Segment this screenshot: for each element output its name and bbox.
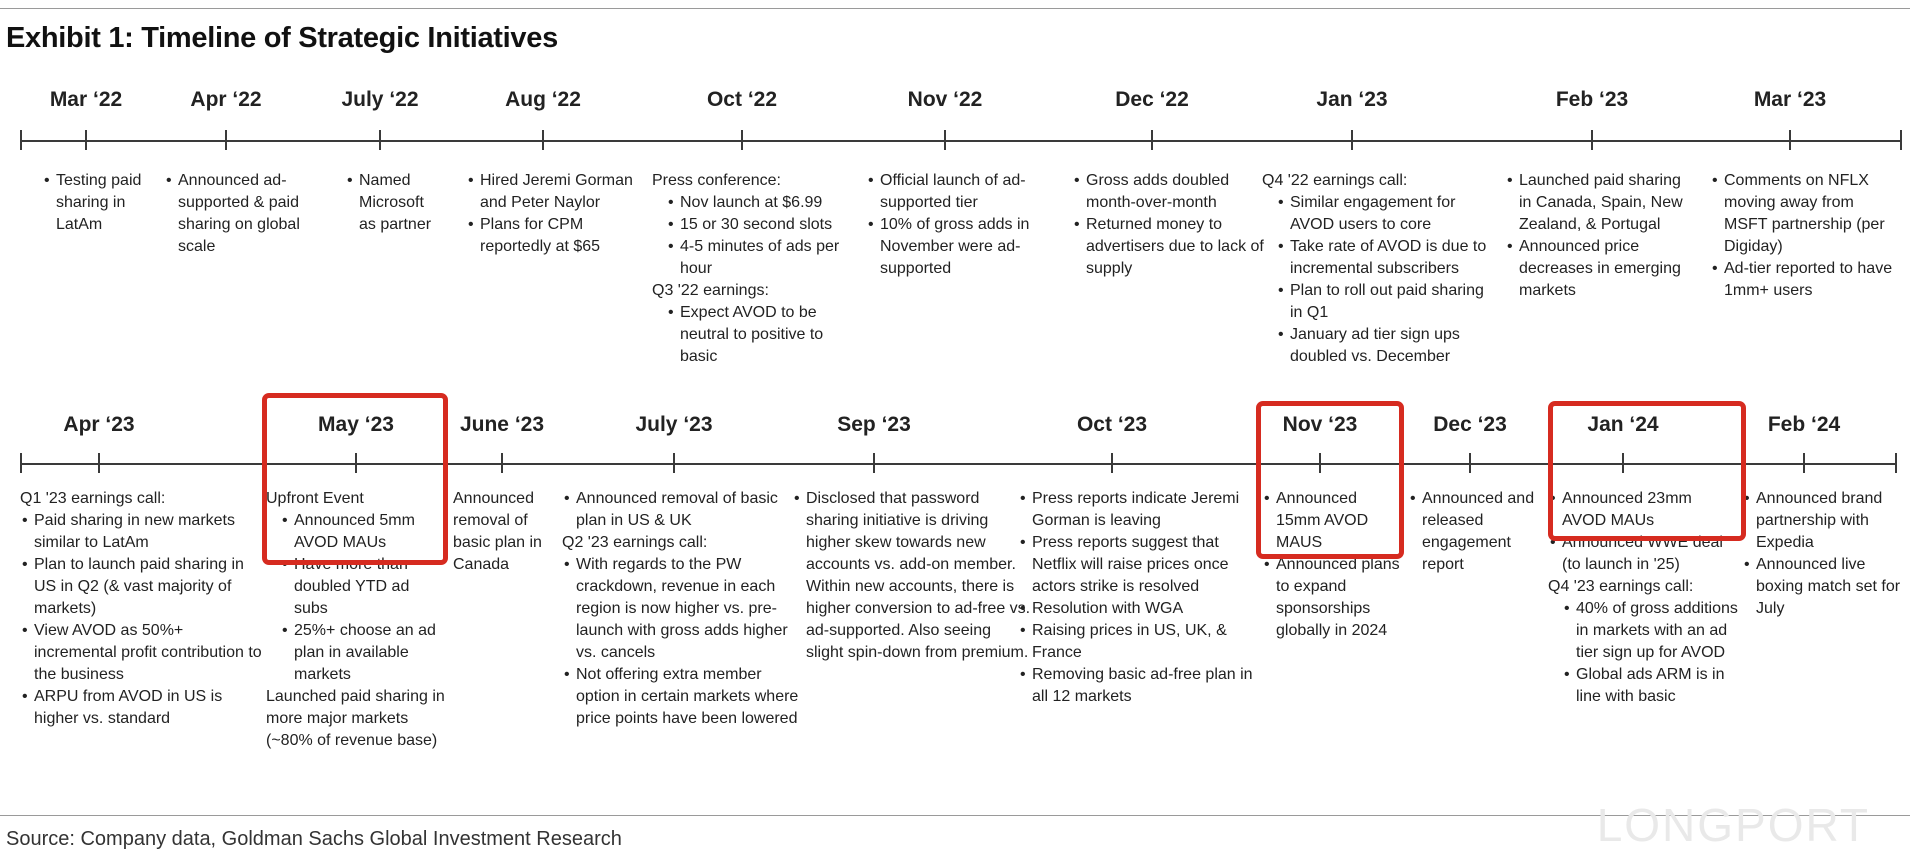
row2-tick [1111, 453, 1113, 473]
event-bullet: • Testing paid sharing in LatAm [42, 170, 162, 236]
event-heading: Launched paid sharing in more major markets (~80% of revenue base) [266, 688, 445, 749]
event-bullet: • Official launch of ad-supported tier [866, 170, 1074, 214]
row2-event-text [792, 488, 1032, 664]
row1-event-text [1710, 170, 1900, 302]
row1-tick [944, 130, 946, 150]
event-bullet: • Announced plans to expand sponsorships globally in 2024 [1262, 554, 1402, 642]
row1-tick [379, 130, 381, 150]
source-note: Source: Company data, Goldman Sachs Global Investment Research [6, 828, 622, 850]
row1-axis-end-cap [1900, 130, 1902, 150]
event-bullet: • Announced removal of basic plan in US & UK [562, 488, 802, 532]
exhibit-title: Exhibit 1: Timeline of Strategic Initiatives [6, 22, 558, 54]
row2-tick [501, 453, 503, 473]
row1-date-label: Dec ‘22 [1115, 88, 1189, 111]
row1-event-text [1072, 170, 1272, 280]
top-rule [0, 8, 1910, 9]
event-bullet: • Returned money to advertisers due to lack of supply [1072, 214, 1272, 280]
row1-event-text [652, 170, 862, 368]
row2-date-label: Jan ‘24 [1587, 413, 1659, 436]
row2-event-text [1742, 488, 1902, 620]
event-heading: Q1 '23 earnings call: [20, 490, 166, 507]
row2-tick [1469, 453, 1471, 473]
highlight-may-23 [262, 393, 448, 565]
row1-event-text [1262, 170, 1492, 368]
event-bullet: • ARPU from AVOD in US is higher vs. standard [20, 686, 270, 730]
row1-event-text [866, 170, 1074, 280]
row1-event-text [345, 170, 445, 236]
row1-tick [85, 130, 87, 150]
row1-date-label: Jan ‘23 [1316, 88, 1388, 111]
event-bullet: • Disclosed that password sharing initiative is driving higher skew towards new accounts vs. add-on member. Within new accounts, there is higher conversion to ad-free vs. ad-supported. Also seeing slight spin-down from premium. [792, 488, 1032, 664]
event-heading: Q4 '22 earnings call: [1262, 172, 1408, 189]
row2-date-label: July ‘23 [635, 413, 713, 436]
event-bullet: • Expect AVOD to be neutral to positive to basic [666, 302, 862, 368]
event-bullet: • Announced WWE deal (to launch in '25) [1548, 532, 1738, 576]
row1-event-text [164, 170, 324, 258]
event-bullet: • Hired Jeremi Gorman and Peter Naylor [466, 170, 656, 214]
row1-event-text [1505, 170, 1695, 302]
event-bullet: • 10% of gross adds in November were ad-supported [866, 214, 1074, 280]
event-bullet: • Removing basic ad-free plan in all 12 markets [1018, 664, 1253, 708]
row1-date-label: July ‘22 [341, 88, 419, 111]
event-bullet: • Launched paid sharing in Canada, Spain, New Zealand, & Portugal [1505, 170, 1695, 236]
event-bullet: • Announced 15mm AVOD MAUS [1262, 488, 1402, 554]
event-bullet: • 15 or 30 second slots [666, 214, 862, 236]
event-bullet: • Plans for CPM reportedly at $65 [466, 214, 656, 258]
event-bullet: • Global ads ARM is in line with basic [1562, 664, 1738, 708]
row2-date-label: Feb ‘24 [1767, 413, 1841, 436]
row2-tick [1803, 453, 1805, 473]
row1-tick [1351, 130, 1353, 150]
row2-date-label: Oct ‘23 [1076, 413, 1148, 436]
row2-axis-start-cap [20, 453, 22, 473]
row1-date-label: Nov ‘22 [907, 88, 983, 111]
row1-date-label: Oct ‘22 [706, 88, 778, 111]
event-bullet: • Gross adds doubled month-over-month [1072, 170, 1272, 214]
event-bullet: • Announced price decreases in emerging markets [1505, 236, 1695, 302]
event-bullet: • Announced and released engagement report [1408, 488, 1548, 576]
event-bullet: • Press reports suggest that Netflix will raise prices once actors strike is resolved [1018, 532, 1253, 598]
row1-tick [1591, 130, 1593, 150]
event-bullet: • Comments on NFLX moving away from MSFT partnership (per Digiday) [1710, 170, 1900, 258]
row1-event-text [42, 170, 162, 236]
row1-date-label: Aug ‘22 [505, 88, 581, 111]
highlight-jan-24 [1548, 401, 1746, 541]
event-bullet: • Similar engagement for AVOD users to core [1276, 192, 1492, 236]
event-bullet: • With regards to the PW crackdown, revenue in each region is now higher vs. pre-launch with gross adds higher vs. cancels [562, 554, 802, 664]
highlight-nov-23 [1256, 401, 1404, 559]
row2-tick [673, 453, 675, 473]
row2-date-label: Nov ‘23 [1282, 413, 1358, 436]
event-bullet: • Resolution with WGA [1018, 598, 1253, 620]
event-bullet: • Plan to launch paid sharing in US in Q2 (& vast majority of markets) [20, 554, 270, 620]
row1-axis-start-cap [20, 130, 22, 150]
row2-event-text [1408, 488, 1548, 576]
row1-date-label: Mar ‘23 [1753, 88, 1827, 111]
row1-event-text [466, 170, 656, 258]
row2-event-text [20, 488, 270, 730]
event-bullet: • Announced live boxing match set for July [1742, 554, 1902, 620]
row1-date-label: Apr ‘22 [190, 88, 262, 111]
row2-date-label: June ‘23 [459, 413, 545, 436]
row2-date-label: Dec ‘23 [1433, 413, 1507, 436]
event-bullet: • View AVOD as 50%+ incremental profit contribution to the business [20, 620, 270, 686]
event-heading: Q4 '23 earnings call: [1548, 578, 1694, 595]
row2-axis-end-cap [1895, 453, 1897, 473]
event-bullet: • Announced 5mm AVOD MAUs [280, 510, 446, 554]
row2-tick [873, 453, 875, 473]
event-bullet: • Press reports indicate Jeremi Gorman is leaving [1018, 488, 1253, 532]
event-bullet: • Nov launch at $6.99 [666, 192, 862, 214]
event-bullet: • Raising prices in US, UK, & France [1018, 620, 1253, 664]
event-heading: Announced removal of basic plan in Canada [453, 490, 542, 573]
event-heading: Q3 '22 earnings: [652, 282, 769, 299]
event-bullet: • Plan to roll out paid sharing in Q1 [1276, 280, 1492, 324]
row2-event-text [562, 488, 802, 730]
row2-event-text [1018, 488, 1253, 708]
row1-tick [1789, 130, 1791, 150]
event-heading: Q2 '23 earnings call: [562, 534, 708, 551]
row1-tick [741, 130, 743, 150]
row1-date-label: Feb ‘23 [1555, 88, 1629, 111]
watermark-logo: LONGPORT [1596, 799, 1870, 851]
event-bullet: • Paid sharing in new markets similar to LatAm [20, 510, 270, 554]
row1-tick [542, 130, 544, 150]
row2-tick [98, 453, 100, 473]
row2-date-label: May ‘23 [318, 413, 394, 436]
row2-event-text [453, 488, 553, 576]
row1-tick [225, 130, 227, 150]
event-bullet: • Take rate of AVOD is due to incremental subscribers [1276, 236, 1492, 280]
event-heading: Press conference: [652, 172, 781, 189]
event-bullet: • January ad tier sign ups doubled vs. December [1276, 324, 1492, 368]
row2-date-label: Apr ‘23 [63, 413, 135, 436]
event-bullet: • 25%+ choose an ad plan in available markets [280, 620, 446, 686]
event-bullet: • Announced 23mm AVOD MAUs [1548, 488, 1738, 532]
event-bullet: • 40% of gross additions in markets with an ad tier sign up for AVOD [1562, 598, 1738, 664]
row2-date-label: Sep ‘23 [837, 413, 911, 436]
row1-date-label: Mar ‘22 [49, 88, 123, 111]
event-bullet: • Named Microsoft as partner [345, 170, 445, 236]
event-bullet: • Announced ad-supported & paid sharing on global scale [164, 170, 324, 258]
event-bullet: • Have more than doubled YTD ad subs [280, 554, 446, 620]
event-bullet: • 4-5 minutes of ads per hour [666, 236, 862, 280]
event-bullet: • Not offering extra member option in certain markets where price points have been lowered [562, 664, 802, 730]
event-bullet: • Ad-tier reported to have 1mm+ users [1710, 258, 1900, 302]
event-heading: Upfront Event [266, 490, 364, 507]
row1-axis [20, 140, 1900, 142]
event-bullet: • Announced brand partnership with Expedia [1742, 488, 1902, 554]
row1-tick [1151, 130, 1153, 150]
